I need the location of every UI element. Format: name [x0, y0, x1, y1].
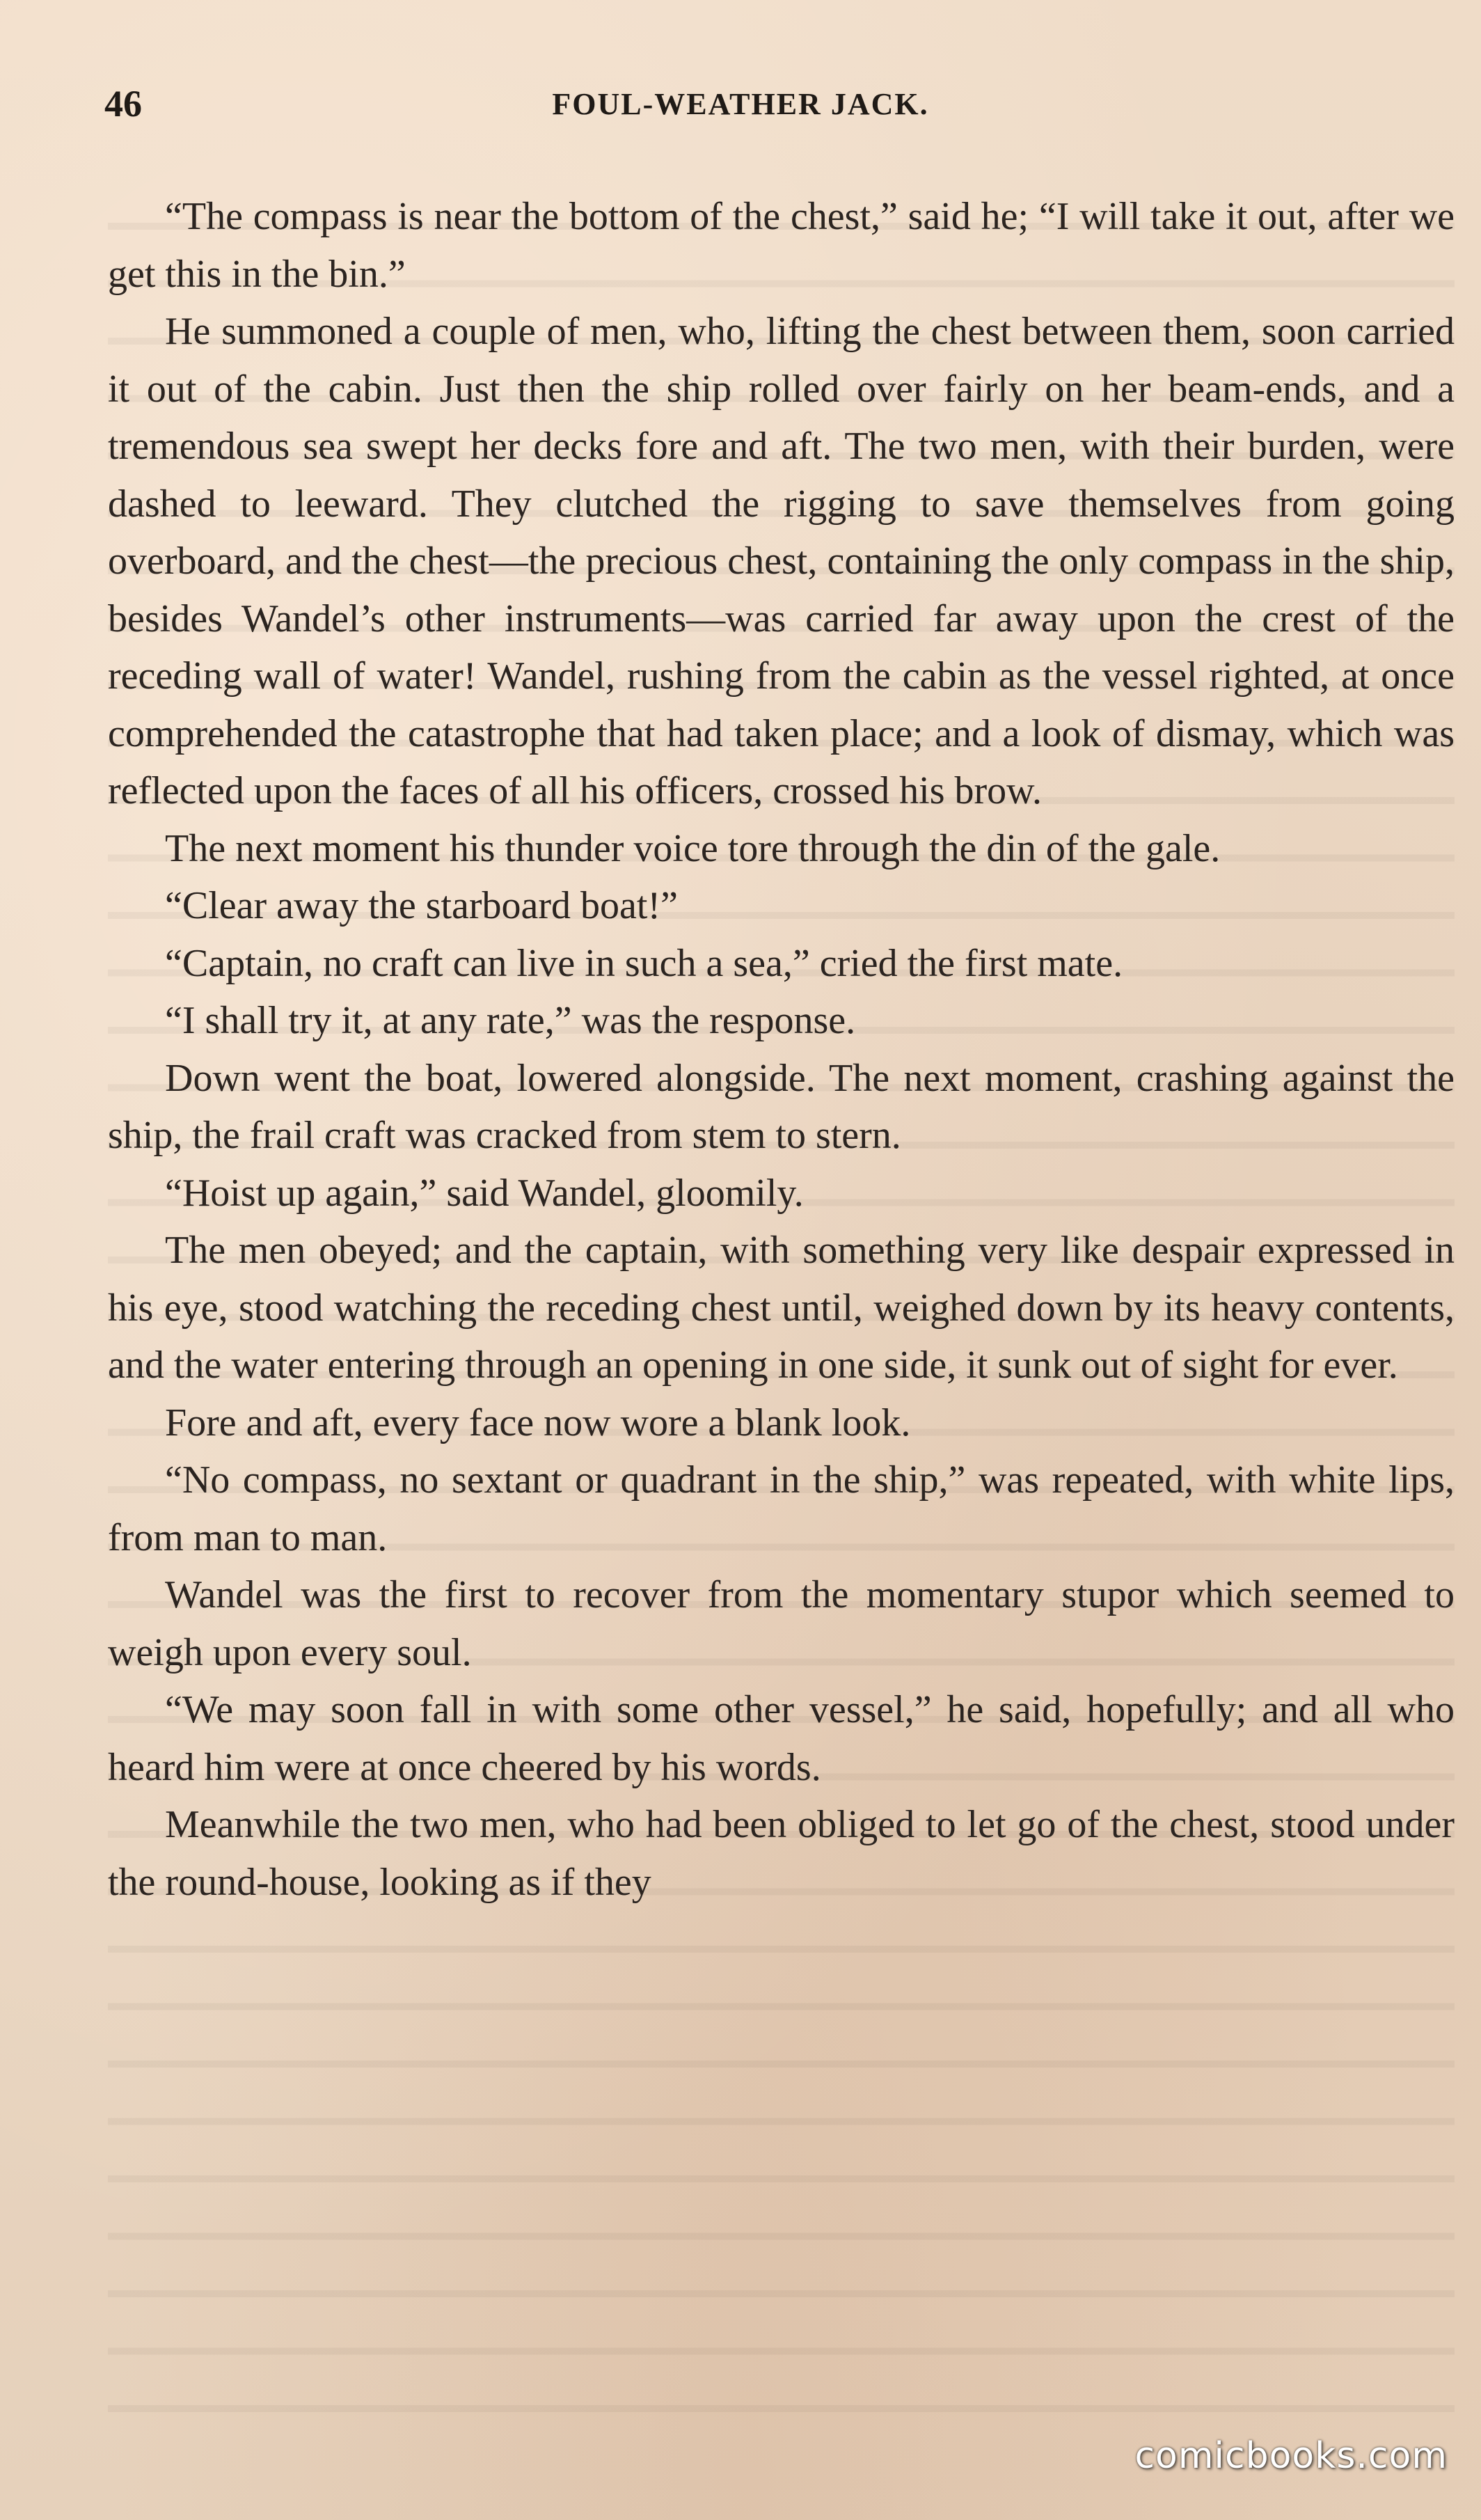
- body-text: [108, 188, 1455, 1911]
- paragraph: “Clear away the starboard boat!”: [165, 884, 678, 927]
- paragraph: “We may soon fall in with some other vessel,” he said, hopefully; and all who heard him were at once cheered by his words.: [108, 1688, 1455, 1789]
- paragraph: The next moment his thunder voice tore through the din of the gale.: [165, 826, 1221, 870]
- watermark: comicbooks.com: [1134, 2435, 1448, 2477]
- paragraph: Wandel was the first to recover from the momentary stupor which seemed to weigh upon every soul.: [108, 1573, 1455, 1674]
- running-head: [0, 82, 1481, 131]
- paragraph: “I shall try it, at any rate,” was the response.: [165, 999, 856, 1042]
- paragraph: “Captain, no craft can live in such a sea,” cried the first mate.: [165, 941, 1123, 985]
- paragraph: Fore and aft, every face now wore a blank look.: [165, 1401, 911, 1444]
- paragraph: Meanwhile the two men, who had been obliged to let go of the chest, stood under the round-house, looking as if they: [108, 1803, 1455, 1904]
- paragraph: Down went the boat, lowered alongside. The next moment, crashing against the ship, the frail craft was cracked from stem to stern.: [108, 1056, 1455, 1157]
- paragraph: “Hoist up again,” said Wandel, gloomily.: [165, 1171, 804, 1215]
- running-title: FOUL-WEATHER JACK.: [552, 87, 929, 121]
- paragraph: The men obeyed; and the captain, with something very like despair expressed in his eye, stood watching the receding chest until, weighed down by its heavy contents, and the water entering through an opening in one side, it sunk out of sight for ever.: [108, 1229, 1455, 1387]
- paragraph: “No compass, no sextant or quadrant in the ship,” was repeated, with white lips, from man to man.: [108, 1458, 1455, 1559]
- paragraph: “The compass is near the bottom of the chest,” said he; “I will take it out, after we get this in the bin.”: [108, 195, 1455, 296]
- paragraph: He summoned a couple of men, who, lifting the chest between them, soon carried it out of the cabin. Just then the ship rolled over fairly on her beam-ends, and a tremendous sea swept her decks fore and aft. The two men, with their burden, were dashed to leeward. They clutched the rigging to save themselves from going overboard, and the chest—the precious chest, containing the only compass in the ship, besides Wandel’s other instruments—was carried far away upon the crest of the receding wall of water! Wandel, rushing from the cabin as the vessel righted, at once comprehended the catastrophe that had taken place; and a look of dismay, which was reflected upon the faces of all his officers, crossed his brow.: [108, 310, 1455, 812]
- page-number: 46: [104, 83, 142, 125]
